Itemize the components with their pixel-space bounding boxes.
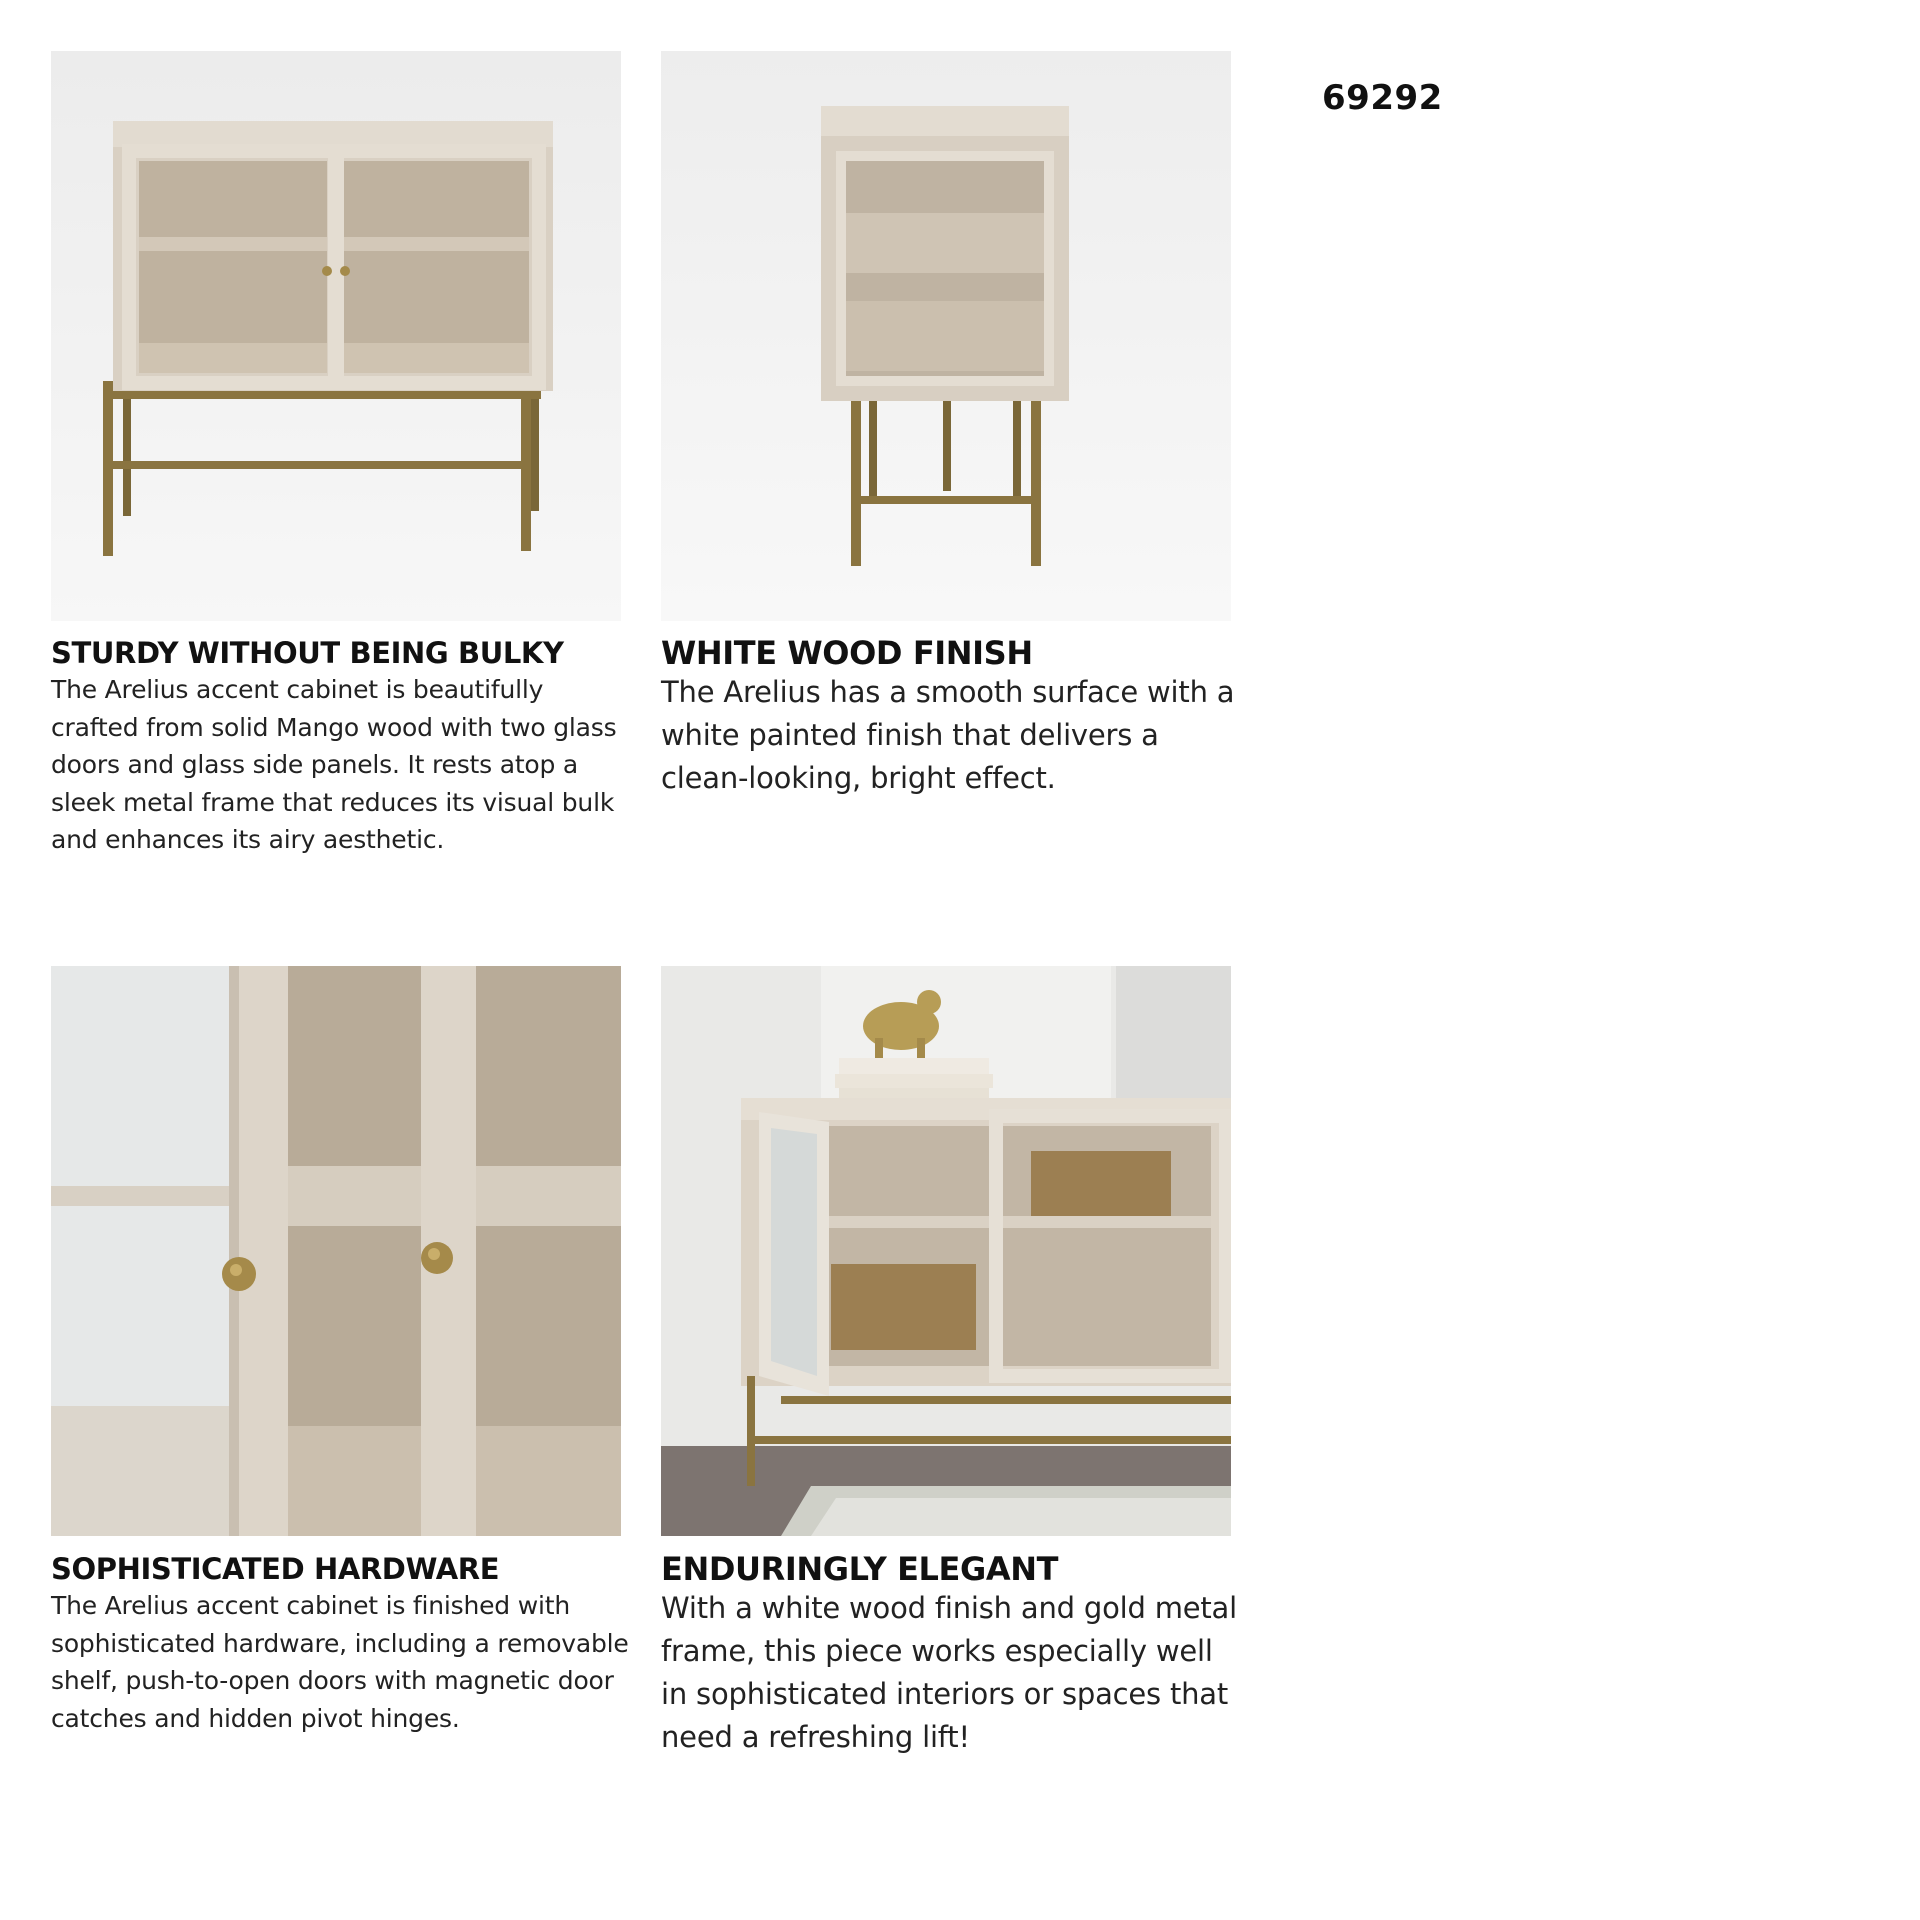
feature-title-hardware: SOPHISTICATED HARDWARE bbox=[51, 1552, 500, 1586]
feature-body-sturdy: The Arelius accent cabinet is beautifully crafted from solid Mango wood with two glass doors and glass side panels. It rests atop a sleek metal frame that reduces its visual bulk and enhances its airy aesthetic. bbox=[51, 675, 617, 854]
feature-title-elegant: ENDURINGLY ELEGANT bbox=[661, 1550, 1059, 1588]
product-sku: 69292 bbox=[1322, 78, 1443, 118]
feature-body-elegant: With a white wood finish and gold metal frame, this piece works especially well in sophisticated interiors or spaces that need a refreshing lift! bbox=[661, 1591, 1237, 1754]
cabinet-side-photo bbox=[661, 51, 1231, 621]
feature-title-white-wood: WHITE WOOD FINISH bbox=[661, 634, 1033, 672]
cabinet-styled-photo bbox=[661, 966, 1231, 1536]
cabinet-front-photo bbox=[51, 51, 621, 621]
cabinet-hardware-photo bbox=[51, 966, 621, 1536]
feature-title-sturdy: STURDY WITHOUT BEING BULKY bbox=[51, 636, 564, 670]
feature-body-hardware: The Arelius accent cabinet is finished with sophisticated hardware, including a removable shelf, push-to-open doors with magnetic door catches and hidden pivot hinges. bbox=[51, 1591, 629, 1733]
feature-body-white-wood: The Arelius has a smooth surface with a white painted finish that delivers a clean-looking, bright effect. bbox=[661, 675, 1235, 795]
